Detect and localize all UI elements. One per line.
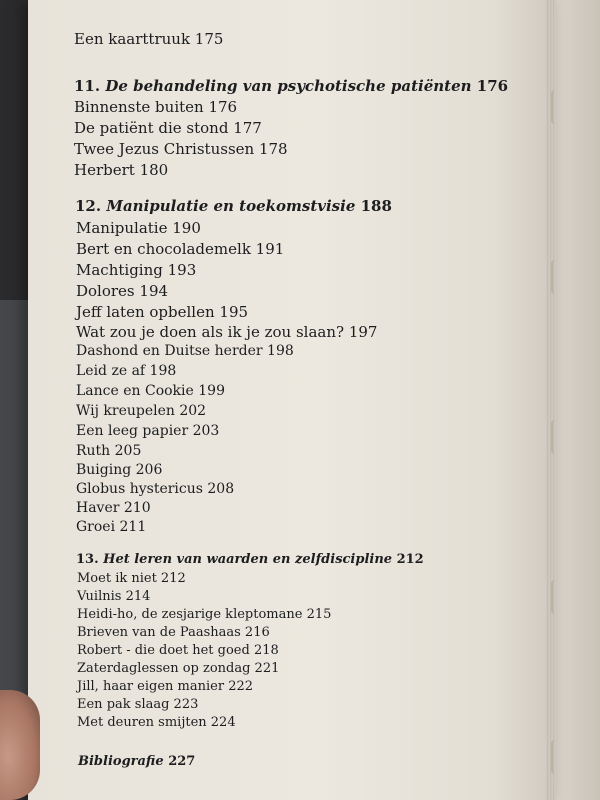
chapter-11-heading: [74, 77, 508, 95]
toc-entry: Wij kreupelen 202: [76, 403, 207, 419]
chapter-title: Manipulatie en toekomstvisie: [106, 197, 356, 215]
toc-entry: Bert en chocolademelk 191: [76, 240, 285, 258]
toc-entry: Heidi-ho, de zesjarige kleptomane 215: [77, 607, 332, 622]
toc-entry: Leid ze af 198: [76, 363, 177, 379]
toc-entry: Robert - die doet het goed 218: [77, 643, 279, 658]
toc-entry: Globus hystericus 208: [76, 481, 235, 497]
chapter-page: 188: [360, 197, 392, 215]
toc-entry: Herbert 180: [74, 161, 169, 179]
toc-entry: De patiënt die stond 177: [74, 119, 262, 137]
chapter-page: 176: [476, 77, 509, 95]
toc-entry: Wat zou je doen als ik je zou slaan? 197: [76, 323, 378, 341]
chapter-number: 11.: [74, 77, 101, 95]
toc-entry: Zaterdaglessen op zondag 221: [77, 661, 280, 676]
toc-entry: Een leeg papier 203: [76, 423, 220, 439]
binding-stitch: [551, 90, 559, 124]
chapter-number: 12.: [75, 197, 102, 215]
toc-entry: Jill, haar eigen manier 222: [77, 679, 254, 694]
toc-entry: Lance en Cookie 199: [76, 383, 225, 399]
toc-entry: Manipulatie 190: [76, 219, 201, 237]
chapter-13-heading: [76, 552, 424, 567]
chapter-12-heading: [75, 197, 392, 215]
toc-entry: Ruth 205: [76, 443, 142, 459]
bibliography-title: Bibliografie: [78, 754, 164, 769]
toc-entry: Dolores 194: [76, 282, 169, 300]
toc-entry: Jeff laten opbellen 195: [76, 303, 249, 321]
toc-entry: Buiging 206: [76, 462, 163, 478]
thumb: [0, 690, 40, 800]
toc-entry: Haver 210: [76, 500, 151, 516]
toc-entry: Moet ik niet 212: [77, 571, 186, 586]
bibliography-page: 227: [168, 754, 196, 769]
chapter-number: 13.: [76, 552, 99, 567]
binding-stitch: [551, 740, 559, 774]
toc-entry: Groei 211: [76, 519, 147, 535]
toc-entry: Machtiging 193: [76, 261, 197, 279]
chapter-title: De behandeling van psychotische patiënten: [105, 77, 472, 95]
toc-entry: Een pak slaag 223: [77, 697, 199, 712]
binding-stitch: [551, 580, 559, 614]
toc-entry: Dashond en Duitse herder 198: [76, 343, 294, 359]
toc-entry: Vuilnis 214: [77, 589, 151, 604]
binding-stitch: [551, 260, 559, 294]
toc-entry: Met deuren smijten 224: [77, 715, 236, 730]
chapter-page: 212: [396, 552, 424, 567]
toc-entry: Twee Jezus Christussen 178: [74, 140, 288, 158]
bibliography-entry: [78, 754, 195, 769]
chapter-title: Het leren van waarden en zelfdiscipline: [103, 552, 393, 567]
toc-entry: Een kaarttruuk 175: [74, 30, 224, 48]
binding-stitch: [551, 420, 559, 454]
toc-entry: Binnenste buiten 176: [74, 98, 238, 116]
toc-entry: Brieven van de Paashaas 216: [77, 625, 270, 640]
